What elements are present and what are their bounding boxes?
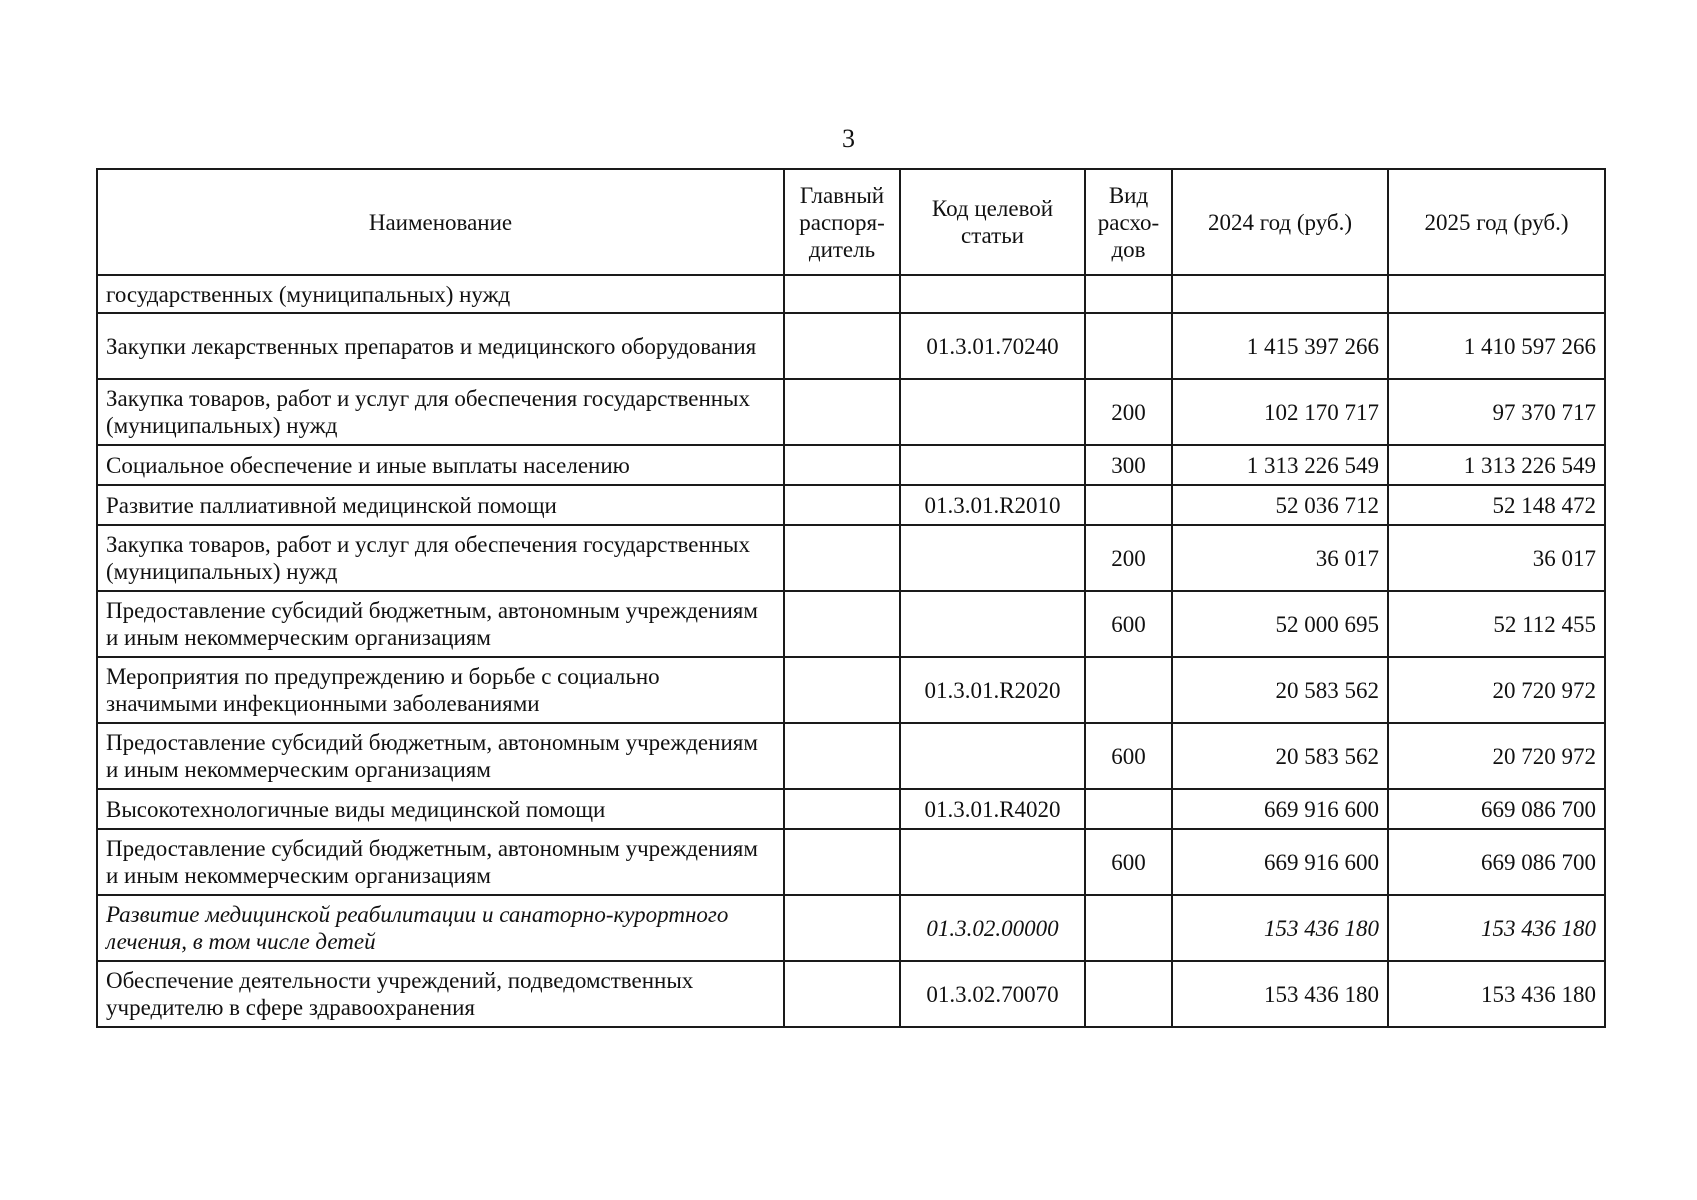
- row-code: [900, 591, 1085, 657]
- row-code: [900, 445, 1085, 485]
- row-kind: 600: [1085, 829, 1172, 895]
- row-amount-2025: 669 086 700: [1388, 789, 1605, 829]
- row-amount-2024: 52 036 712: [1172, 485, 1388, 525]
- row-name: Закупка товаров, работ и услуг для обеспечения государственных (муниципальных) нужд: [97, 525, 784, 591]
- row-kind: [1085, 313, 1172, 379]
- header-chief: Главный распоря-дитель: [784, 169, 900, 275]
- table-row: [97, 275, 1605, 313]
- row-chief: [784, 485, 900, 525]
- row-kind: 600: [1085, 591, 1172, 657]
- row-kind: [1085, 485, 1172, 525]
- table-row: [97, 525, 1605, 591]
- table-row: [97, 313, 1605, 379]
- row-name: Закупка товаров, работ и услуг для обеспечения государственных (муниципальных) нужд: [97, 379, 784, 445]
- row-name: государственных (муниципальных) нужд: [97, 275, 784, 313]
- row-amount-2025: 153 436 180: [1388, 961, 1605, 1027]
- row-name: Высокотехнологичные виды медицинской помощи: [97, 789, 784, 829]
- row-kind: [1085, 789, 1172, 829]
- table-row: [97, 789, 1605, 829]
- row-kind: [1085, 895, 1172, 961]
- row-kind: [1085, 961, 1172, 1027]
- row-name: Развитие паллиативной медицинской помощи: [97, 485, 784, 525]
- row-kind: [1085, 275, 1172, 313]
- row-amount-2024: 20 583 562: [1172, 657, 1388, 723]
- row-code: 01.3.01.70240: [900, 313, 1085, 379]
- row-chief: [784, 895, 900, 961]
- table-row: [97, 379, 1605, 445]
- row-amount-2025: 52 112 455: [1388, 591, 1605, 657]
- row-amount-2024: 1 415 397 266: [1172, 313, 1388, 379]
- row-name: Закупки лекарственных препаратов и медицинского оборудования: [97, 313, 784, 379]
- header-name: Наименование: [97, 169, 784, 275]
- table-body: [97, 275, 1605, 1027]
- row-amount-2024: 153 436 180: [1172, 961, 1388, 1027]
- row-amount-2024: 153 436 180: [1172, 895, 1388, 961]
- table-row: [97, 445, 1605, 485]
- row-chief: [784, 657, 900, 723]
- row-chief: [784, 961, 900, 1027]
- row-amount-2025: 36 017: [1388, 525, 1605, 591]
- row-amount-2024: 20 583 562: [1172, 723, 1388, 789]
- row-amount-2024: 36 017: [1172, 525, 1388, 591]
- row-amount-2025: 52 148 472: [1388, 485, 1605, 525]
- row-kind: 200: [1085, 525, 1172, 591]
- row-amount-2025: 20 720 972: [1388, 657, 1605, 723]
- table-row: [97, 485, 1605, 525]
- row-code: 01.3.01.R2010: [900, 485, 1085, 525]
- row-chief: [784, 591, 900, 657]
- row-code: [900, 723, 1085, 789]
- row-chief: [784, 445, 900, 485]
- header-year-2024: 2024 год (руб.): [1172, 169, 1388, 275]
- row-amount-2024: 102 170 717: [1172, 379, 1388, 445]
- row-kind: 200: [1085, 379, 1172, 445]
- row-amount-2025: 1 410 597 266: [1388, 313, 1605, 379]
- table-header-row: [97, 169, 1605, 275]
- row-code: 01.3.02.00000: [900, 895, 1085, 961]
- budget-table: [96, 168, 1606, 1028]
- row-code: 01.3.01.R4020: [900, 789, 1085, 829]
- row-chief: [784, 379, 900, 445]
- table-row: [97, 591, 1605, 657]
- row-amount-2025: 97 370 717: [1388, 379, 1605, 445]
- row-amount-2025: [1388, 275, 1605, 313]
- row-name: Предоставление субсидий бюджетным, автономным учреждениям и иным некоммерческим организациям: [97, 723, 784, 789]
- table-row: [97, 657, 1605, 723]
- header-year-2025: 2025 год (руб.): [1388, 169, 1605, 275]
- row-name: Предоставление субсидий бюджетным, автономным учреждениям и иным некоммерческим организациям: [97, 829, 784, 895]
- row-amount-2024: 1 313 226 549: [1172, 445, 1388, 485]
- table-row: [97, 895, 1605, 961]
- row-amount-2025: 669 086 700: [1388, 829, 1605, 895]
- row-name: Обеспечение деятельности учреждений, подведомственных учредителю в сфере здравоохранения: [97, 961, 784, 1027]
- row-amount-2025: 1 313 226 549: [1388, 445, 1605, 485]
- row-amount-2025: 153 436 180: [1388, 895, 1605, 961]
- row-code: [900, 379, 1085, 445]
- row-code: [900, 275, 1085, 313]
- row-chief: [784, 525, 900, 591]
- row-chief: [784, 723, 900, 789]
- row-code: 01.3.01.R2020: [900, 657, 1085, 723]
- header-code: Код целевой статьи: [900, 169, 1085, 275]
- row-chief: [784, 313, 900, 379]
- row-code: [900, 829, 1085, 895]
- row-amount-2024: 52 000 695: [1172, 591, 1388, 657]
- row-code: 01.3.02.70070: [900, 961, 1085, 1027]
- table-row: [97, 829, 1605, 895]
- row-kind: 600: [1085, 723, 1172, 789]
- table-row: [97, 961, 1605, 1027]
- row-amount-2025: 20 720 972: [1388, 723, 1605, 789]
- row-chief: [784, 275, 900, 313]
- page-number: 3: [842, 124, 855, 153]
- row-kind: [1085, 657, 1172, 723]
- row-amount-2024: 669 916 600: [1172, 789, 1388, 829]
- row-name: Социальное обеспечение и иные выплаты населению: [97, 445, 784, 485]
- row-amount-2024: 669 916 600: [1172, 829, 1388, 895]
- header-kind: Вид расхо-дов: [1085, 169, 1172, 275]
- row-kind: 300: [1085, 445, 1172, 485]
- row-name: Предоставление субсидий бюджетным, автономным учреждениям и иным некоммерческим организациям: [97, 591, 784, 657]
- row-chief: [784, 789, 900, 829]
- row-amount-2024: [1172, 275, 1388, 313]
- table-row: [97, 723, 1605, 789]
- row-chief: [784, 829, 900, 895]
- row-name: Развитие медицинской реабилитации и санаторно-курортного лечения, в том числе детей: [97, 895, 784, 961]
- row-name: Мероприятия по предупреждению и борьбе с социально значимыми инфекционными заболеваниями: [97, 657, 784, 723]
- row-code: [900, 525, 1085, 591]
